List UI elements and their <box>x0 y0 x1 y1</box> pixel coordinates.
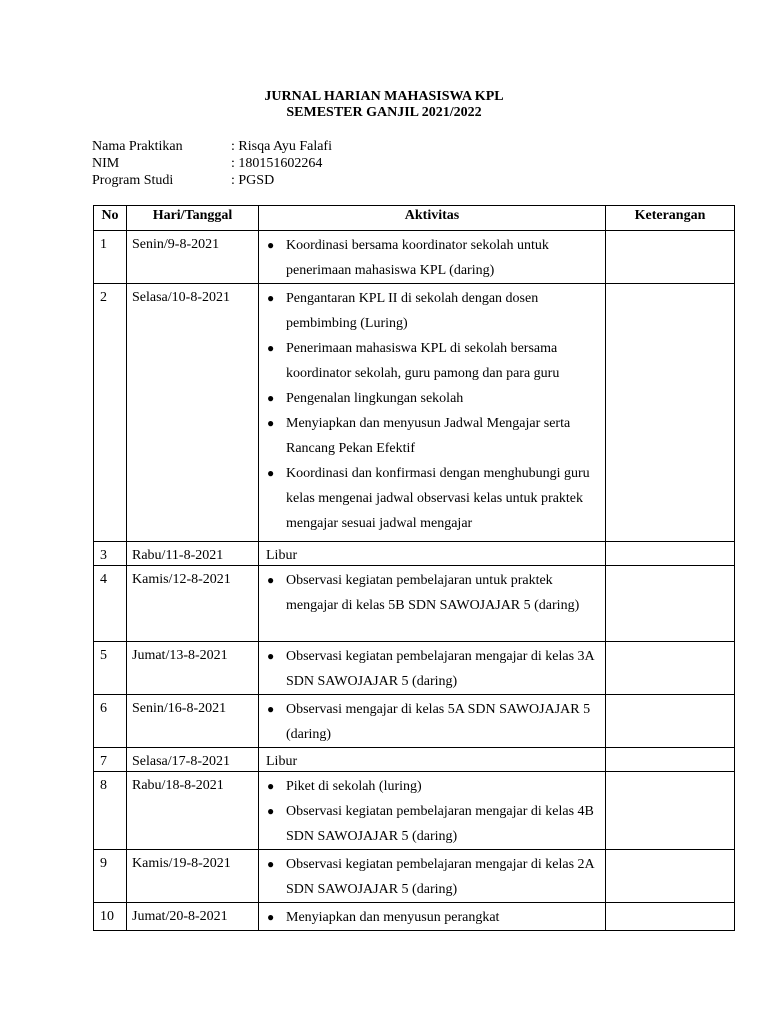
info-value: : Risqa Ayu Falafi <box>231 139 332 154</box>
activity-text: Piket di sekolah (luring) <box>286 779 422 794</box>
cell-day: Rabu/11-8-2021 <box>127 542 259 566</box>
activity-list <box>266 644 601 694</box>
activity-item <box>266 852 601 902</box>
cell-no: 4 <box>94 566 127 642</box>
cell-day: Jumat/20-8-2021 <box>127 903 259 931</box>
cell-activities <box>259 903 606 931</box>
cell-notes <box>606 748 735 772</box>
activity-item <box>266 697 601 747</box>
activity-list <box>266 233 601 283</box>
cell-no: 5 <box>94 642 127 695</box>
activity-item <box>266 905 601 930</box>
cell-no: 8 <box>94 772 127 850</box>
bullet-icon: ● <box>267 238 275 252</box>
activity-item <box>266 461 601 536</box>
info-label: Nama Praktikan <box>92 139 183 154</box>
cell-activities <box>259 542 606 566</box>
activity-item <box>266 411 601 461</box>
activity-text: Observasi mengajar di kelas 5A SDN SAWOJAJAR 5 (daring) <box>286 702 591 742</box>
activity-text: Observasi kegiatan pembelajaran mengajar di kelas 2A SDN SAWOJAJAR 5 (daring) <box>286 857 594 897</box>
cell-day: Selasa/10-8-2021 <box>127 284 259 542</box>
cell-day: Kamis/19-8-2021 <box>127 850 259 903</box>
cell-activities <box>259 642 606 695</box>
cell-no: 9 <box>94 850 127 903</box>
cell-notes <box>606 542 735 566</box>
document-title: JURNAL HARIAN MAHASISWA KPL <box>264 89 504 104</box>
activity-list <box>266 697 601 747</box>
activity-list <box>266 852 601 902</box>
info-value: : 180151602264 <box>231 156 323 171</box>
cell-no: 1 <box>94 231 127 284</box>
table-body <box>94 231 735 931</box>
table-header-row <box>94 206 735 231</box>
cell-day: Senin/16-8-2021 <box>127 695 259 748</box>
cell-day: Selasa/17-8-2021 <box>127 748 259 772</box>
bullet-icon: ● <box>267 573 275 587</box>
activity-text: Koordinasi bersama koordinator sekolah untuk penerimaan mahasiswa KPL (daring) <box>286 238 549 278</box>
bullet-icon: ● <box>267 702 275 716</box>
table-row <box>94 642 735 695</box>
header-no: No <box>94 206 127 231</box>
activity-list <box>266 774 601 849</box>
activity-text: Pengantaran KPL II di sekolah dengan dosen pembimbing (Luring) <box>286 291 539 331</box>
bullet-icon: ● <box>267 910 275 924</box>
activity-item <box>266 568 601 618</box>
cell-no: 10 <box>94 903 127 931</box>
activity-text: Observasi kegiatan pembelajaran mengajar di kelas 3A SDN SAWOJAJAR 5 (daring) <box>286 649 594 689</box>
cell-notes <box>606 903 735 931</box>
cell-activities <box>259 695 606 748</box>
cell-activities <box>259 284 606 542</box>
table-row <box>94 284 735 542</box>
cell-activities <box>259 566 606 642</box>
info-label: Program Studi <box>92 173 174 188</box>
cell-activities <box>259 231 606 284</box>
cell-notes <box>606 772 735 850</box>
activity-text: Penerimaan mahasiswa KPL di sekolah bersama koordinator sekolah, guru pamong dan para guru <box>286 341 560 381</box>
activity-text: Menyiapkan dan menyusun perangkat <box>286 910 500 925</box>
activity-list <box>266 905 601 930</box>
activity-text: Koordinasi dan konfirmasi dengan menghubungi guru kelas mengenai jadwal observasi kelas untuk praktek mengajar sesuai jadwal mengajar <box>286 466 590 531</box>
table-row <box>94 772 735 850</box>
activity-plain-text: Libur <box>266 754 298 769</box>
info-row-program <box>92 173 274 189</box>
info-label: NIM <box>92 156 120 171</box>
activity-text: Observasi kegiatan pembelajaran untuk praktek mengajar di kelas 5B SDN SAWOJAJAR 5 (daring) <box>286 573 580 613</box>
activity-plain-text: Libur <box>266 548 298 563</box>
activity-item <box>266 386 601 411</box>
bullet-icon: ● <box>267 466 275 480</box>
info-row-name <box>92 139 332 155</box>
info-row-nim <box>92 156 322 172</box>
table-row <box>94 903 735 931</box>
cell-no: 2 <box>94 284 127 542</box>
bullet-icon: ● <box>267 779 275 793</box>
bullet-icon: ● <box>267 391 275 405</box>
bullet-icon: ● <box>267 341 275 355</box>
bullet-icon: ● <box>267 857 275 871</box>
activity-text: Pengenalan lingkungan sekolah <box>286 391 464 406</box>
activity-item <box>266 336 601 386</box>
activity-list <box>266 286 601 536</box>
bullet-icon: ● <box>267 804 275 818</box>
document-subtitle: SEMESTER GANJIL 2021/2022 <box>286 105 482 120</box>
activity-item <box>266 644 601 694</box>
activity-item <box>266 286 601 336</box>
cell-no: 6 <box>94 695 127 748</box>
bullet-icon: ● <box>267 416 275 430</box>
bullet-icon: ● <box>267 291 275 305</box>
table-row <box>94 850 735 903</box>
cell-no: 7 <box>94 748 127 772</box>
activity-text: Observasi kegiatan pembelajaran mengajar di kelas 4B SDN SAWOJAJAR 5 (daring) <box>286 804 594 844</box>
cell-notes <box>606 850 735 903</box>
activity-item <box>266 799 601 849</box>
cell-notes <box>606 284 735 542</box>
header-notes: Keterangan <box>606 206 735 231</box>
activity-list <box>266 568 601 618</box>
bullet-icon: ● <box>267 649 275 663</box>
cell-notes <box>606 231 735 284</box>
cell-activities <box>259 748 606 772</box>
cell-day: Kamis/12-8-2021 <box>127 566 259 642</box>
cell-notes <box>606 695 735 748</box>
activity-item <box>266 233 601 283</box>
cell-notes <box>606 566 735 642</box>
info-value: : PGSD <box>231 173 275 188</box>
journal-table <box>93 205 735 931</box>
table-row <box>94 542 735 566</box>
header-activities: Aktivitas <box>259 206 606 231</box>
table-row <box>94 748 735 772</box>
activity-item <box>266 774 601 799</box>
table-row <box>94 566 735 642</box>
table-row <box>94 695 735 748</box>
cell-no: 3 <box>94 542 127 566</box>
cell-activities <box>259 850 606 903</box>
cell-notes <box>606 642 735 695</box>
activity-text: Menyiapkan dan menyusun Jadwal Mengajar serta Rancang Pekan Efektif <box>286 416 571 456</box>
table-row <box>94 231 735 284</box>
header-day: Hari/Tanggal <box>127 206 259 231</box>
cell-day: Jumat/13-8-2021 <box>127 642 259 695</box>
cell-activities <box>259 772 606 850</box>
cell-day: Rabu/18-8-2021 <box>127 772 259 850</box>
cell-day: Senin/9-8-2021 <box>127 231 259 284</box>
